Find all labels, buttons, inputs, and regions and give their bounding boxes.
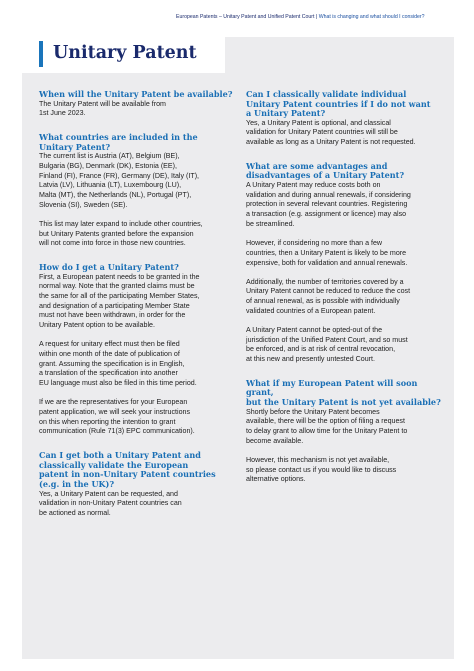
section-paragraph: The current list is Austria (AT), Belgium (BE), Bulgaria (BG), Denmark (DK), Estonia (EE), Finland (FI), France (FR), Germany (DE), Italy (IT), Latvia (LV), Lithuania (LT), Luxembourg (LU), Malta (MT), the Netherlands (NL), Portugal (PT), Slovenia (SI), Sweden (SE). [39,152,200,209]
title-accent-bar [39,41,43,67]
section-question: Can I get both a Unitary Patent and classically validate the European patent in non-Unitary Patent countries (e.g. in the UK)? [39,450,216,489]
right-column [246,90,446,485]
section-paragraph: If we are the representatives for your European patent application, we will seek your instructions on this when reporting the intention to grant communication (Rule 71(3) EPC communication). [39,398,195,436]
page-title: Unitary Patent [53,43,197,63]
section-paragraph: A request for unitary effect must then be filed within one month of the date of publication of grant. Assuming the specification is in English, a translation of the specification into another EU language must also be filed in this time period. [39,340,197,388]
section-paragraph: Additionally, the number of territories covered by a Unitary Patent cannot be reduced to reduce the cost of annual renewal, as is possible with individually validated countries of a European patent. [246,277,411,315]
section-paragraph: The Unitary Patent will be available from 1st June 2023. [39,99,166,118]
section-paragraph: However, this mechanism is not yet available, so please contact us if you would like to discuss alternative options. [246,455,397,484]
left-column [39,90,235,519]
header-right-text: What is changing and what should I consider? [318,14,425,20]
header-separator: | [315,14,318,20]
section-paragraph: This list may later expand to include other countries, but Unitary Patents granted before the expansion will not come into force in those new countries. [39,219,203,248]
section-question: What are some advantages and disadvantages of a Unitary Patent? [246,160,405,181]
section-question: Can I classically validate individual Unitary Patent countries if I do not want a Unitary Patent? [246,89,431,119]
section-paragraph: Shortly before the Unitary Patent becomes available, there will be the option of filing a request to delay grant to allow time for the Unitary Patent to become available. [246,407,408,445]
section-question: When will the Unitary Patent be available? [39,89,233,99]
section-question: What if my European Patent will soon grant, but the Unitary Patent is not yet available? [246,377,441,408]
section-question: What countries are included in the Unitary Patent? [39,132,198,152]
section-paragraph: Yes, a Unitary Patent is optional, and classical validation for Unitary Patent countries will still be available as long as a Unitary Patent is not requested. [246,118,416,147]
section-paragraph: However, if considering no more than a few countries, then a Unitary Patent is likely to be more expensive, both for validation and annual renewals. [246,239,408,267]
section-paragraph: First, a European patent needs to be granted in the normal way. Note that the granted claims must be the same for all of the participating Member States, and designation of a participating Member State must not have been withdrawn, in order for the Unitary Patent option to be available. [39,272,200,330]
running-header [176,14,464,20]
header-left-text: European Patents – Unitary Patent and Unified Patent Court [176,14,315,20]
section-paragraph: A Unitary Patent cannot be opted-out of the jurisdiction of the Unified Patent Court, and so must be enforced, and is at risk of central revocation, at this new and presently untested Court. [246,326,408,364]
section-question: How do I get a Unitary Patent? [39,262,179,273]
section-paragraph: Yes, a Unitary Patent can be requested, and validation in non-Unitary Patent countries can be actioned as normal. [39,489,182,517]
section-paragraph: A Unitary Patent may reduce costs both on validation and during annual renewals, if considering protection in several relevant countries. Registering a transaction (e.g. assignment or licence) may also be streamlined. [246,181,411,228]
